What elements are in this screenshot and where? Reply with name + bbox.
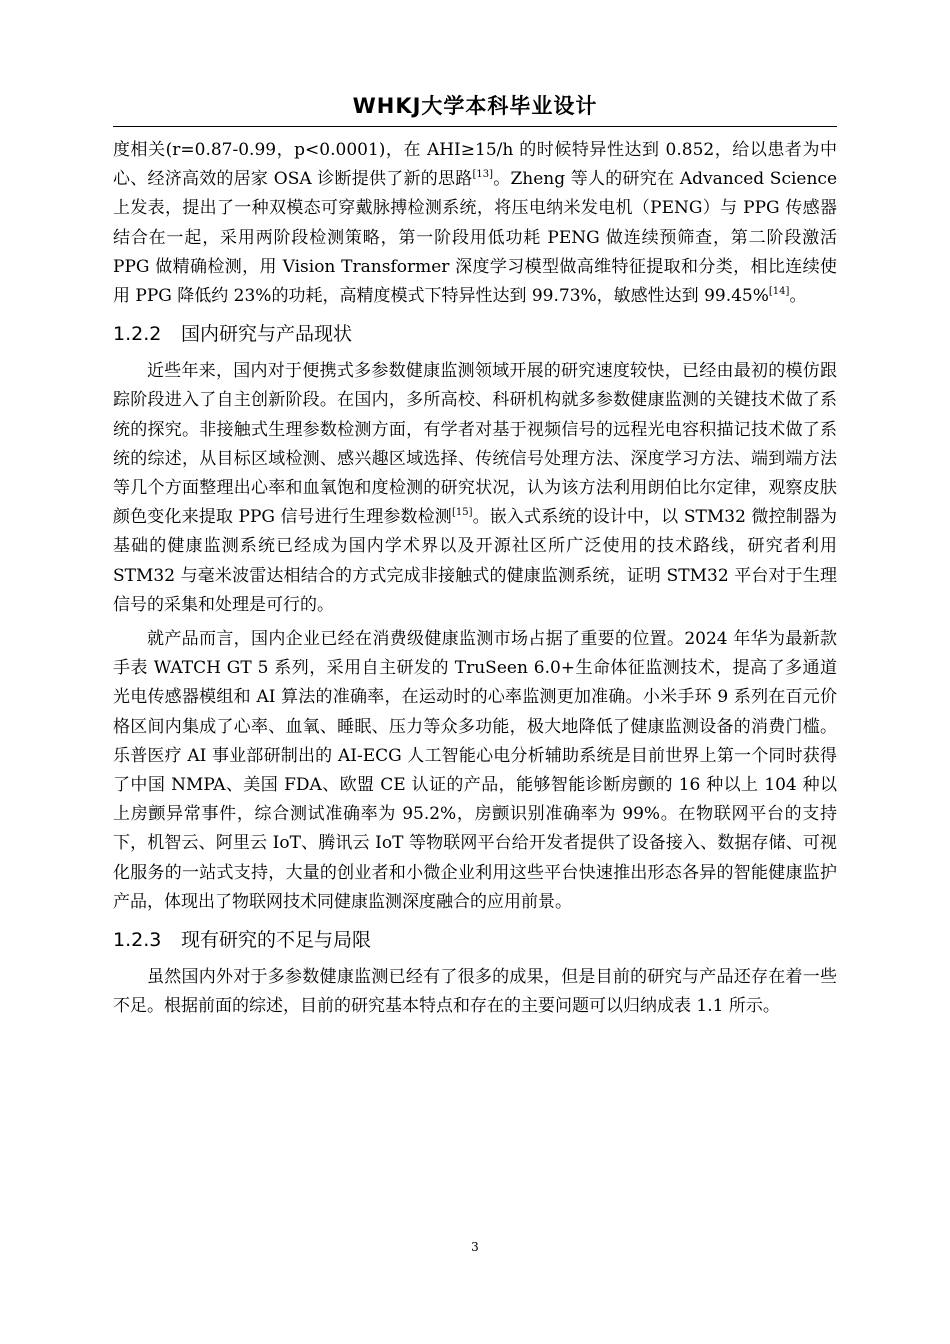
citation-ref: [13]: [472, 169, 493, 181]
section-heading: [113, 925, 837, 955]
page-number: 3: [471, 1240, 479, 1254]
section-title: 国内研究与产品现状: [181, 323, 353, 346]
paragraph: 虽然国内外对于多参数健康监测已经有了很多的成果，但是目前的研究与产品还存在着一些不足。根据前面的综述，目前的研究基本特点和存在的主要问题可以归纳成表 1.1 所示。: [113, 967, 837, 1017]
section-number: 1.2.3: [113, 929, 162, 952]
paragraph-text: 近些年来，国内对于便携式多参数健康监测领域开展的研究速度较快，已经由最初的模仿跟踪阶段进入了自主创新阶段。在国内，多所高校、科研机构就多参数健康监测的关键技术做了系统的探究。非接触式生理参数检测方面，有学者对基于视频信号的远程光电容积描记技术做了系统的综述，从目标区域检测、感兴趣区域选择、传统信号处理方法、深度学习方法、端到端方法等几个方面整理出心率和血氧饱和度检测的研究状况，认为该方法利用朗伯比尔定律，观察皮肤颜色变化来提取 PPG 信号进行生理参数检测: [113, 361, 837, 528]
paragraph: [113, 136, 837, 311]
paragraph-text: 。嵌入式系统的设计中，以 STM32 微控制器为基础的健康监测系统已经成为国内学术界以及开源社区所广泛使用的技术路线，研究者利用 STM32 与毫米波雷达相结合的方式完成非接触式的健康监测系统，证明 STM32 平台对于生理信号的采集和处理是可行的。: [113, 507, 837, 615]
paragraph: [113, 357, 837, 620]
citation-ref: [14]: [768, 286, 790, 298]
paragraph: 就产品而言，国内企业已经在消费级健康监测市场占据了重要的位置。2024 年华为最新款手表 WATCH GT 5 系列，采用自主研发的 TruSeen 6.0+生命体征监测技术，提高了多通道光电传感器模组和 AI 算法的准确率，在运动时的心率监测更加准确。小米手环 9 系列在百元价格区间内集成了心率、血氧、睡眠、压力等众多功能，极大地降低了健康监测设备的消费门槛。乐普医疗 AI 事业部研制出的 AI-ECG 人工智能心电分析辅助系统是目前世界上第一个同时获得了中国 NMPA、美国 FDA、欧盟 CE 认证的产品，能够智能诊断房颤的 16 种以上 104 种以上房颤异常事件，综合测试准确率为 95.2%，房颤识别准确率为 99%。在物联网平台的支持下，机智云、阿里云 IoT、腾讯云 IoT 等物联网平台给开发者提供了设备接入、数据存储、可视化服务的一站式支持，大量的创业者和小微企业利用这些平台快速推出形态各异的智能健康监护产品，体现出了物联网技术同健康监测深度融合的应用前景。: [113, 629, 837, 912]
paragraph-text: 。Zheng 等人的研究在 Advanced Science 上发表，提出了一种双模态可穿戴脉搏检测系统，将压电纳米发电机（PENG）与 PPG 传感器结合在一起，采用两阶段检测策略，第一阶段用低功耗 PENG 做连续预筛查，第二阶段激活 PPG 做精确检测，用 Vision Transformer 深度学习模型做高维特征提取和分类，相比连续使用 PPG 降低约 23%的功耗，高精度模式下特异性达到 99.73%，敏感性达到 99.45%: [113, 169, 838, 307]
citation-ref: [15]: [451, 507, 473, 519]
paragraph-text: 度相关(r=0.87-0.99，p<0.0001)，在 AHI≥15/h 的时候特异性达到 0.852，给以患者为中心、经济高效的居家 OSA 诊断提供了新的思路: [113, 140, 837, 190]
page-header: [113, 86, 837, 127]
section-title: 现有研究的不足与局限: [181, 929, 372, 952]
document-body: [113, 136, 837, 1021]
header-title: WHKJ大学本科毕业设计: [352, 94, 598, 118]
section-heading: [113, 319, 837, 349]
section-number: 1.2.2: [113, 323, 162, 346]
paragraph-text: 。: [789, 286, 807, 307]
